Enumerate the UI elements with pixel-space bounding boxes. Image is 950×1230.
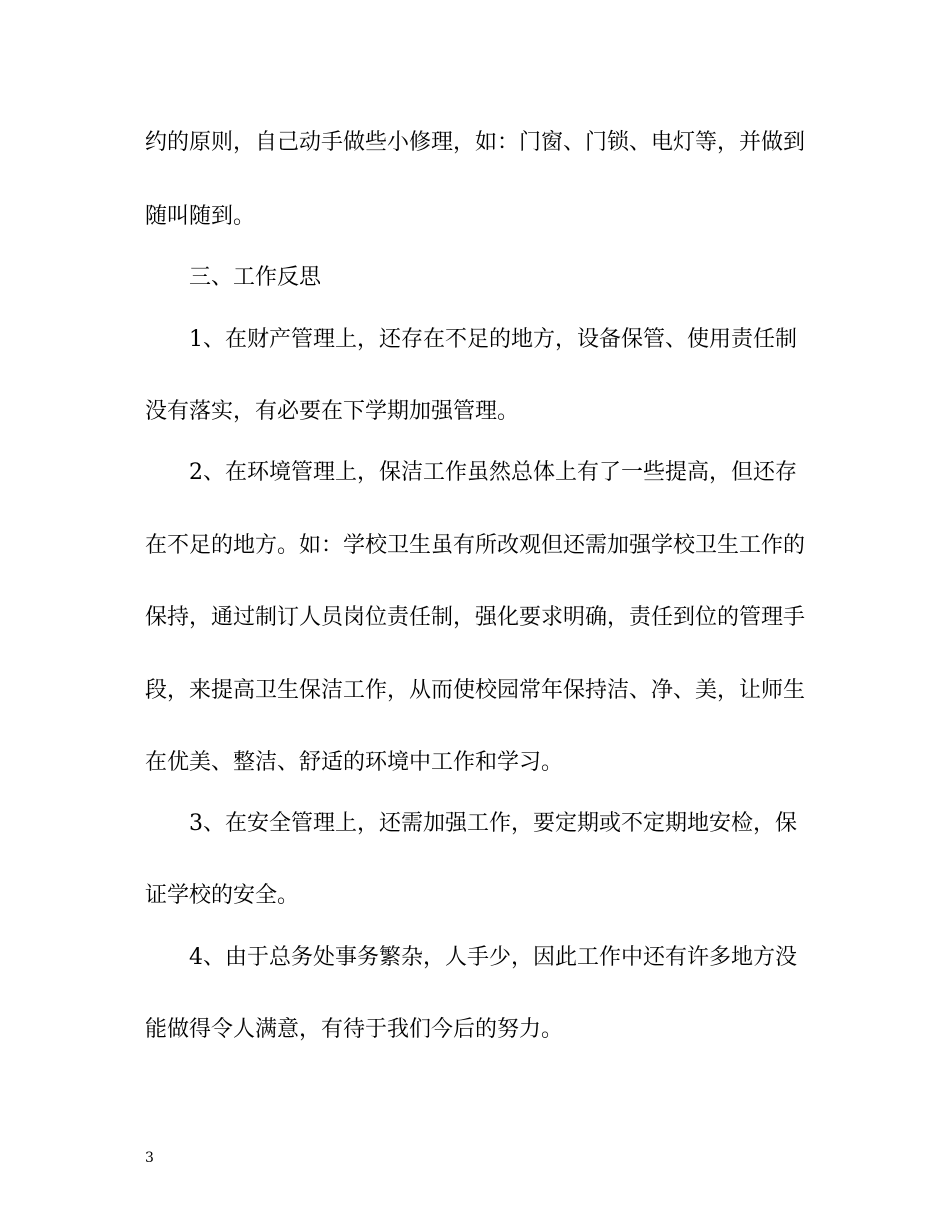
text-line: 随叫随到。 [145,204,256,229]
text-line: 能做得令人满意，有待于我们今后的努力。 [145,1017,564,1042]
text-line: 约的原则，自己动手做些小修理，如：门窗、门锁、电灯等，并做到 [145,130,806,155]
text-line: 1、在财产管理上，还存在不足的地方，设备保管、使用责任制 [189,327,797,352]
text-line: 没有落实，有必要在下学期加强管理。 [145,399,520,424]
text-line: 在优美、整洁、舒适的环境中工作和学习。 [145,750,564,775]
text-line: 段，来提高卫生保洁工作，从而使校园常年保持洁、净、美，让师生 [145,678,806,703]
text-line: 在不足的地方。如：学校卫生虽有所改观但还需加强学校卫生工作的 [145,533,806,558]
section-heading: 三、工作反思 [189,265,322,290]
text-line: 4、由于总务处事务繁杂，人手少，因此工作中还有许多地方没 [189,945,797,970]
text-line: 2、在环境管理上，保洁工作虽然总体上有了一些提高，但还存 [189,460,797,485]
text-line: 证学校的安全。 [145,883,300,908]
text-line: 3、在安全管理上，还需加强工作，要定期或不定期地安检，保 [189,811,797,836]
text-line: 保持，通过制订人员岗位责任制，强化要求明确，责任到位的管理手 [145,605,806,630]
page-number: 3 [145,1150,154,1166]
